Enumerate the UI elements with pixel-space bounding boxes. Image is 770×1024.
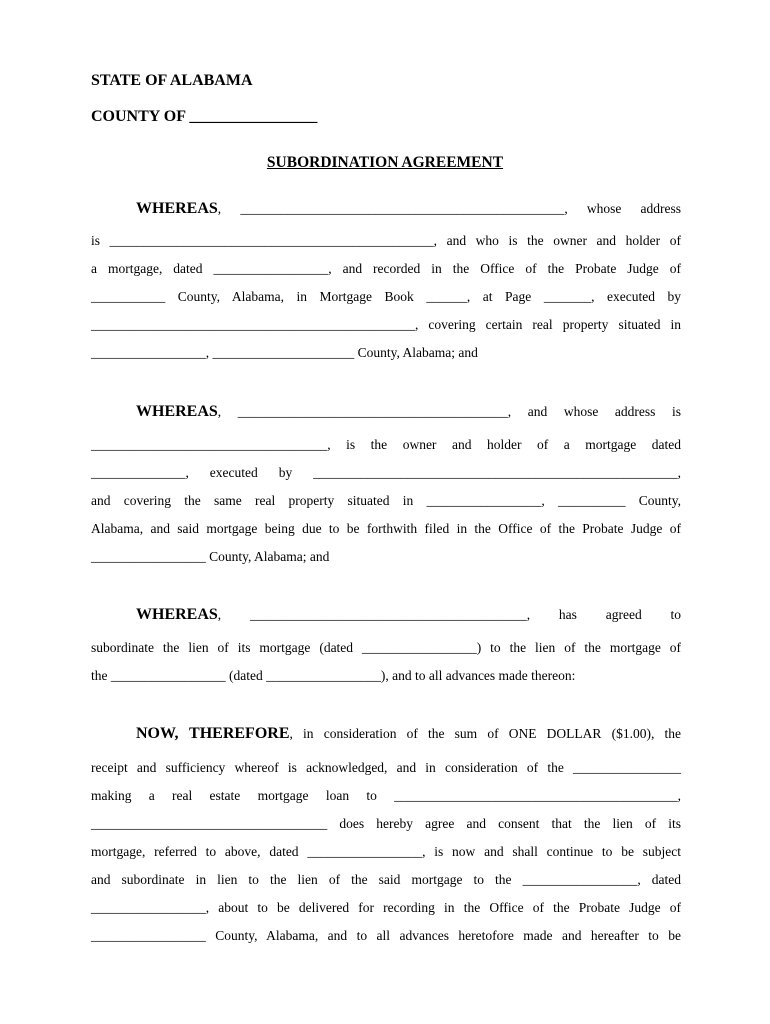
para2-line4: and covering the same real property situated in _________________, __________ County, xyxy=(91,493,681,508)
para4-line3: making a real estate mortgage loan to __________________________________________, xyxy=(91,788,681,803)
para1-line3: a mortgage, dated _________________, and recorded in the Office of the Probate Judge of xyxy=(91,261,681,276)
para2-line2: ___________________________________, is the owner and holder of a mortgage dated xyxy=(91,437,681,452)
para1-line1: WHEREAS, ________________________________________________, whose address xyxy=(136,200,681,217)
para4-line7: _________________, about to be delivered for recording in the Office of the Probate Judge of xyxy=(91,900,681,915)
para3-keyword: WHEREAS xyxy=(136,606,218,623)
para2-line1: WHEREAS, ________________________________________, and whose address is xyxy=(136,403,681,420)
para3-line3: the _________________ (dated _________________), and to all advances made thereon: xyxy=(91,668,576,683)
para4-line5: mortgage, referred to above, dated _________________, is now and shall continue to be subject xyxy=(91,844,681,859)
para3-line1: WHEREAS, _________________________________________, has agreed to xyxy=(136,606,681,623)
para2-line5: Alabama, and said mortgage being due to be forthwith filed in the Office of the Probate Judge of xyxy=(91,521,681,536)
state-heading: STATE OF ALABAMA xyxy=(91,72,253,89)
para3-line2: subordinate the lien of its mortgage (dated _________________) to the lien of the mortgage of xyxy=(91,640,681,655)
para4-keyword: NOW, THEREFORE xyxy=(136,725,290,742)
para4-line1: NOW, THEREFORE, in consideration of the sum of ONE DOLLAR ($1.00), the xyxy=(136,725,681,742)
para1-line4: ___________ County, Alabama, in Mortgage Book ______, at Page _______, executed by xyxy=(91,289,681,304)
document-title: SUBORDINATION AGREEMENT xyxy=(266,154,504,171)
para2-keyword: WHEREAS xyxy=(136,403,218,420)
para4-line8: _________________ County, Alabama, and to all advances heretofore made and hereafter to be xyxy=(91,928,681,943)
para1-line5: ________________________________________________, covering certain real property situated in xyxy=(91,317,681,332)
county-heading: COUNTY OF ________________ xyxy=(91,108,318,125)
para1-line2: is ________________________________________________, and who is the owner and holder of xyxy=(91,233,681,248)
para1-line6: _________________, _____________________ County, Alabama; and xyxy=(91,345,478,360)
para2-line3: ______________, executed by ______________________________________________________, xyxy=(91,465,681,480)
para2-line6: _________________ County, Alabama; and xyxy=(91,549,330,564)
para4-line4: ___________________________________ does hereby agree and consent that the lien of its xyxy=(91,816,681,831)
para1-keyword: WHEREAS xyxy=(136,200,218,217)
para4-line6: and subordinate in lien to the lien of the said mortgage to the _________________, dated xyxy=(91,872,681,887)
para4-line2: receipt and sufficiency whereof is acknowledged, and in consideration of the ________________ xyxy=(91,760,681,775)
